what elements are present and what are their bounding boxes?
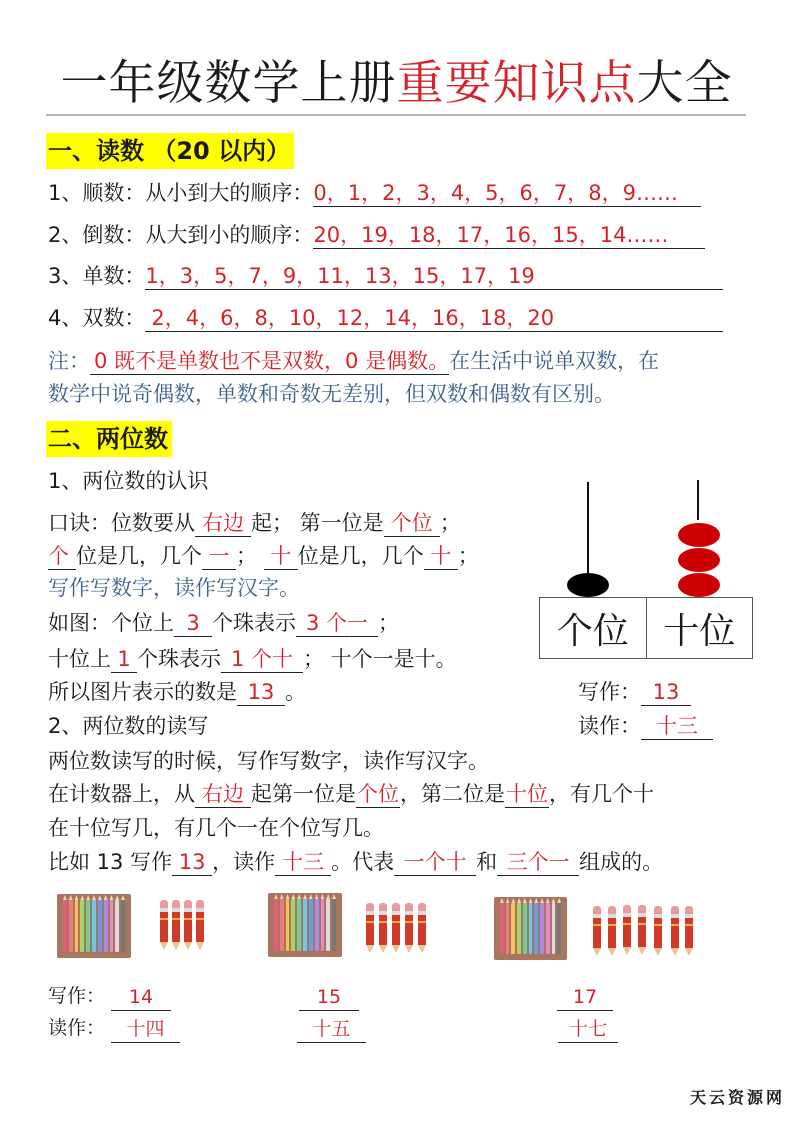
example-2-write: 15 (299, 984, 359, 1011)
item-even (48, 303, 723, 333)
blank-answer: 1 个十 (221, 646, 303, 673)
item-odd (48, 261, 723, 291)
pencil-icon (405, 903, 413, 953)
text: 起； 第一位是 (251, 511, 384, 535)
item-answer: 1，3，5，7，9，11，13，15，17，19 (145, 263, 723, 290)
text: ； (439, 511, 461, 535)
blank-answer: 3 (174, 610, 212, 637)
pencil-icon (366, 903, 374, 953)
item-answer: 0，1，2，3，4，5，6，7，8，9…… (313, 180, 701, 207)
example-read-label: 读作： (48, 1017, 106, 1039)
subsection-recognition: 1、两位数的认识 (48, 469, 209, 493)
note-answer: 0 既不是单数也不是双数，0 是偶数。 (90, 348, 449, 375)
item-label: 2、倒数：从大到小的顺序： (48, 223, 314, 247)
figure-line-1 (48, 608, 399, 638)
rw-line-4 (48, 847, 663, 877)
title-part-3: 大全 (636, 56, 733, 111)
tens-bead (678, 523, 720, 547)
example-write-label: 写作： (48, 985, 106, 1007)
item-answer: 2，4，6，8，10，12，14，16，18，20 (145, 305, 723, 332)
text: 组成的。 (579, 850, 664, 874)
ones-rod (587, 482, 589, 578)
text: 。 (285, 680, 306, 704)
text: 个珠表示 (212, 611, 296, 635)
text: 位是几，几个 (76, 544, 202, 568)
title-part-1: 一年级数学上册 (60, 56, 397, 111)
blank-answer: 13 (237, 679, 285, 706)
abacus-read (578, 711, 713, 741)
figure-line-3 (48, 677, 306, 707)
blank-answer: 个位 (384, 510, 440, 537)
example-3-write: 17 (557, 984, 613, 1011)
pencil-icon (172, 900, 180, 950)
note-text: 在生活中说单双数，在 (449, 349, 660, 373)
pencil-icon (184, 900, 192, 950)
read-answer: 十三 (641, 713, 713, 740)
tens-place-label: 十位 (663, 610, 736, 652)
blank-answer: 十 (424, 543, 458, 570)
pencil-icon (160, 900, 168, 950)
rw-line-3: 在十位写几，有几个一在个位写几。 (48, 816, 384, 840)
text: ，读作 (212, 850, 276, 874)
blank-answer: 1 (111, 646, 137, 673)
title-divider (46, 114, 746, 116)
rw-line-1: 两位数读写的时候，写作写数字，读作写汉字。 (48, 749, 489, 773)
text: 在计数器上，从 (48, 782, 195, 806)
rw-line-2 (48, 779, 654, 809)
text: 位是几，几个 (297, 544, 424, 568)
blank-answer: 十三 (275, 849, 331, 876)
text: ； (378, 611, 399, 635)
blank-answer: 右边 (195, 781, 251, 808)
text: 起第一位是 (251, 782, 356, 806)
pencil-icon (654, 906, 662, 956)
text: ； 十个一是十。 (303, 647, 457, 671)
item-label: 1、顺数：从小到大的顺序： (48, 181, 314, 205)
text: 所以图片表示的数是 (48, 680, 237, 704)
figure-line-2 (48, 644, 457, 674)
blank-answer: 一 (202, 543, 236, 570)
tens-rod (697, 480, 699, 520)
text: 。代表 (331, 850, 395, 874)
ones-bead (567, 573, 609, 597)
ones-place-label: 个位 (540, 598, 647, 658)
subsection-read-write: 2、两位数的读写 (48, 714, 209, 738)
note-prefix: 注： (48, 349, 90, 373)
pencil-icon (608, 906, 616, 956)
example-3-read: 十七 (558, 1016, 618, 1043)
blank-answer: 13 (172, 849, 212, 876)
pencil-icon (392, 903, 400, 953)
pencil-icon (418, 903, 426, 953)
example-2-read: 十五 (297, 1016, 366, 1043)
pencil-icon (623, 905, 631, 955)
item-label: 4、双数： (48, 306, 146, 330)
pencil-icon (196, 900, 204, 950)
page-title (0, 52, 793, 116)
text: ； (457, 544, 479, 568)
rhyme-line-3: 写作写数字，读作写汉字。 (48, 576, 300, 600)
item-descending (48, 220, 705, 250)
pencil-icon (593, 906, 601, 956)
item-label: 3、单数： (48, 264, 146, 288)
blank-answer: 十 (264, 543, 298, 570)
example-1-read: 十四 (111, 1016, 180, 1043)
text: ，第二位是 (400, 782, 505, 806)
text: 和 (476, 850, 498, 874)
write-answer: 13 (641, 679, 691, 706)
blank-answer: 十位 (506, 782, 548, 806)
note-line-2: 数学中说奇偶数，单数和奇数无差别，但双数和偶数有区别。 (48, 382, 615, 406)
pencil-box-icon (57, 894, 131, 958)
tens-bead (678, 548, 720, 572)
watermark: 天云资源网 (689, 1088, 785, 1107)
write-label: 写作： (578, 680, 641, 704)
example-1-write: 14 (111, 984, 171, 1011)
rhyme-line-2 (48, 541, 479, 571)
item-ascending (48, 178, 701, 208)
text: 如图：个位上 (48, 611, 174, 635)
read-label: 读作： (578, 714, 641, 738)
blank-answer: 3 个一 (296, 610, 378, 637)
blank-answer: 右边 (195, 510, 251, 537)
abacus-write (578, 677, 691, 707)
section-2-heading: 二、两位数 (46, 421, 172, 457)
rhyme-line-1 (48, 508, 461, 538)
pencil-box-icon (268, 893, 342, 957)
pencil-icon (671, 906, 679, 956)
section-1-heading: 一、读数 （20 以内） (46, 133, 294, 169)
text: 比如 13 写作 (48, 850, 173, 874)
pencil-box-icon (494, 897, 567, 960)
text: ； (236, 544, 257, 568)
text: ，有几个十 (549, 782, 654, 806)
blank-answer: 个位 (357, 782, 399, 806)
text: 个珠表示 (137, 647, 221, 671)
title-part-2: 重要知识点 (396, 56, 637, 111)
text: 十位上 (48, 647, 111, 671)
item-answer: 20，19，18，17，16，15，14…… (313, 222, 705, 249)
pencil-icon (638, 905, 646, 955)
tens-bead (678, 573, 720, 597)
blank-answer: 一个十 (394, 849, 476, 876)
pencil-icon (379, 903, 387, 953)
blank-answer: 三个一 (497, 849, 579, 876)
pencil-icon (685, 906, 693, 956)
text: 口诀：位数要从 (48, 511, 195, 535)
place-value-table (539, 597, 753, 659)
blank-answer: 个 (48, 543, 76, 570)
note-line-1 (48, 346, 659, 376)
